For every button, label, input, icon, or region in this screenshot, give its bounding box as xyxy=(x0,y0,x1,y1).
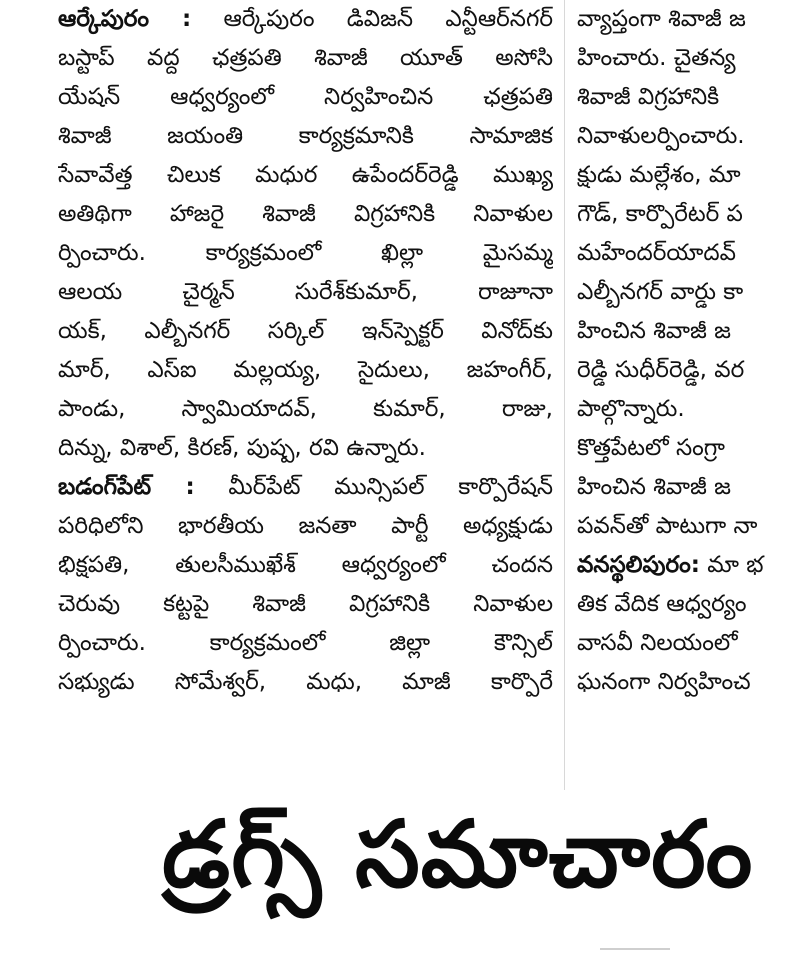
article-text: మీర్‌పేట్ మున్సిపల్ కార్పొరేషన్ xyxy=(194,474,553,500)
article-line: తిక వేదిక ఆధ్వర్యం xyxy=(577,591,747,617)
article-line xyxy=(58,0,553,39)
article-line: క్షుడు మల్లేశం, మా xyxy=(577,162,741,188)
article-line: కొత్తపేటలో సంగ్రా xyxy=(577,435,725,461)
article-line: బస్టాప్ వద్ద ఛత్రపతి శివాజీ యూత్ అసోసి xyxy=(58,45,553,71)
article-line: హించిన శివాజీ జ xyxy=(577,318,731,344)
article-line: ఆలయ చైర్మన్ సురేశ్‌కుమార్, రాజూనా xyxy=(58,279,553,305)
article-line: రెడ్డి సుధీర్‌రెడ్డి, వర xyxy=(577,357,745,383)
article-line: పరిధిలోని భారతీయ జనతా పార్టీ అధ్యక్షుడు xyxy=(58,513,553,539)
article-line: శివాజీ జయంతి కార్యక్రమానికి సామాజిక xyxy=(58,123,553,149)
article-line: భిక్షపతి, తులసీముఖేశ్ ఆధ్వర్యంలో చందన xyxy=(58,552,553,578)
left-article-column xyxy=(58,0,553,702)
article-line: సభ్యుడు సోమేశ్వర్, మధు, మాజీ కార్పొరే xyxy=(58,669,553,695)
article-line: పాండు, స్వామియాదవ్, కుమార్, రాజు, xyxy=(58,396,553,422)
article-line: మార్, ఎస్‌ఐ మల్లయ్య, సైదులు, జహంగీర్, xyxy=(58,357,553,383)
dateline-rk-puram: ఆర్కేపురం : xyxy=(58,6,192,32)
article-line: వాసవీ నిలయంలో xyxy=(577,630,738,656)
article-line: ర్పించారు. కార్యక్రమంలో ఖిల్లా మైసమ్మ xyxy=(58,240,553,266)
article-text: ఆర్కేపురం డివిజన్ ఎన్టీఆర్‌నగర్ xyxy=(191,6,553,32)
article-line: దిన్ను, విశాల్, కిరణ్, పుష్ప, రవి ఉన్నారు. xyxy=(58,435,426,461)
article-line: వ్యాప్తంగా శివాజీ జ xyxy=(577,6,746,32)
article-line: హించారు. చైతన్య xyxy=(577,45,736,71)
article-line: చెరువు కట్టపై శివాజీ విగ్రహానికి నివాళుల xyxy=(58,591,553,617)
article-line: యేషన్ ఆధ్వర్యంలో నిర్వహించిన ఛత్రపతి xyxy=(58,84,553,110)
article-line xyxy=(577,546,800,585)
article-line: ఎల్బీనగర్ వార్డు కా xyxy=(577,279,744,305)
article-line: సేవావేత్త చిలుక మధుర ఉపేందర్‌రెడ్డి ముఖ్య xyxy=(58,162,553,188)
print-artifact xyxy=(600,948,670,950)
article-line: ఘనంగా నిర్వహించ xyxy=(577,669,751,695)
dateline-vanasthalipuram: వనస్థలిపురం: xyxy=(577,552,700,578)
article-line: పవన్‌తో పాటుగా నా xyxy=(577,513,758,539)
dateline-badangpet: బడంగ్‌పేట్ : xyxy=(58,474,195,500)
article-line: అతిథిగా హాజరై శివాజీ విగ్రహానికి నివాళుల xyxy=(58,201,553,227)
article-text: మా భ xyxy=(699,552,764,578)
article-line: ర్పించారు. కార్యక్రమంలో జిల్లా కౌన్సిల్ xyxy=(58,630,553,656)
headline-drugs-information: డ్రగ్స్ సమాచారం xyxy=(162,801,754,908)
right-article-column xyxy=(577,0,800,702)
article-line: నివాళులర్పించారు. xyxy=(577,123,745,149)
article-line: గౌడ్, కార్పొరేటర్ ప xyxy=(577,201,743,227)
article-line: శివాజీ విగ్రహానికి xyxy=(577,84,720,110)
article-line: హించిన శివాజీ జ xyxy=(577,474,731,500)
column-divider xyxy=(564,0,565,790)
article-line: యక్, ఎల్బీనగర్ సర్కిల్ ఇన్‌స్పెక్టర్ వినోద్‌కు xyxy=(58,318,553,344)
article-line: మహేందర్‌యాదవ్ xyxy=(577,240,736,266)
article-line xyxy=(58,468,553,507)
article-line: పాల్గొన్నారు. xyxy=(577,396,685,422)
